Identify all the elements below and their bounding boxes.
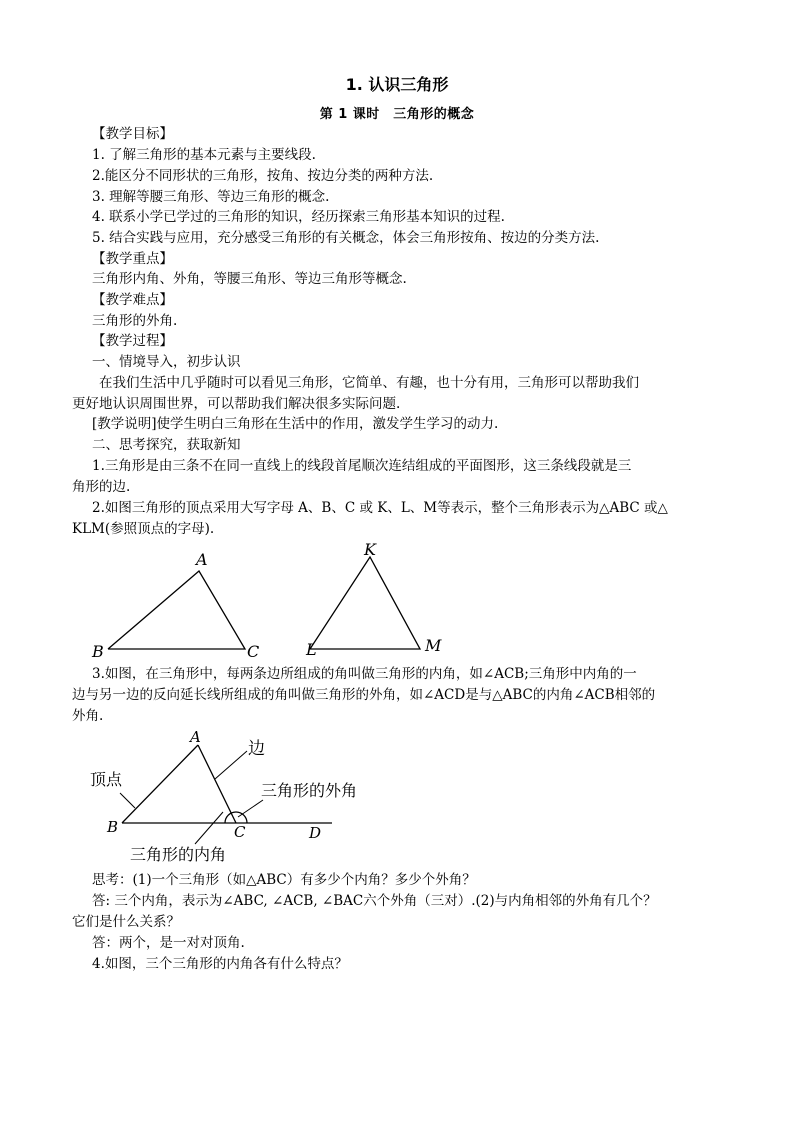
part1-title: 一、情境导入，初步认识 — [92, 354, 241, 370]
lesson-subtitle: 第 1 课时 三角形的概念 — [319, 107, 475, 122]
vertex-label: 顶点 — [90, 770, 123, 789]
interior-label-pointer — [195, 812, 223, 844]
point3-cont2: 外角. — [72, 708, 104, 724]
point3-cont: 边与另一边的反向延长线所组成的角叫做三角形的外角，如∠ACD是与△ABC的内角∠ACB相邻的 — [72, 687, 656, 703]
side-ab — [122, 745, 198, 823]
goal-item: 1. 了解三角形的基本元素与主要线段. — [92, 147, 316, 163]
point2-cont: KLM(参照顶点的字母). — [72, 521, 215, 537]
think-question: 思考：(1)一个三角形（如△ABC）有多少个内角？多少个外角？ — [92, 872, 476, 888]
goal-item: 3. 理解等腰三角形、等边三角形的概念. — [92, 189, 330, 205]
vertex-label-c: C — [247, 642, 260, 661]
angle-figure — [75, 728, 395, 868]
point1-cont: 角形的边. — [72, 479, 131, 495]
vertex-label-pointer — [120, 793, 135, 808]
key-text: 三角形内角、外角，等腰三角形、等边三角形等概念. — [92, 271, 407, 287]
point4: 4.如图，三个三角形的内角各有什么特点？ — [92, 956, 348, 972]
point2: 2.如图三角形的顶点采用大写字母 A、B、C 或 K、L、M等表示，整个三角形表示为△ABC 或△ — [92, 500, 668, 516]
difficulty-heading: 【教学难点】 — [92, 292, 173, 308]
goal-item: 2.能区分不同形状的三角形，按角、按边分类的两种方法. — [92, 168, 434, 184]
point-label-c: C — [234, 823, 246, 841]
side-label: 边 — [248, 739, 265, 759]
goal-item: 4. 联系小学已学过的三角形的知识，经历探索三角形基本知识的过程. — [92, 209, 505, 225]
answer2: 答：两个，是一对对顶角. — [92, 935, 245, 951]
part1-paragraph-cont: 更好地认识周围世界，可以帮助我们解决很多实际问题. — [72, 396, 401, 412]
page-title: 1. 认识三角形 — [345, 75, 449, 94]
teaching-note: [教学说明]使学生明白三角形在生活中的作用，激发学生学习的动力. — [92, 416, 499, 432]
part2-title: 二、思考探究，获取新知 — [92, 437, 241, 453]
side-label-pointer — [215, 751, 247, 779]
goal-item: 5. 结合实践与应用，充分感受三角形的有关概念，体会三角形按角、按边的分类方法. — [92, 230, 600, 246]
goals-heading: 【教学目标】 — [92, 126, 173, 142]
exterior-angle-label: 三角形的外角 — [261, 781, 358, 800]
vertex-label-k: K — [364, 540, 376, 559]
vertex-label-b: B — [92, 642, 104, 661]
vertex-label-l: L — [306, 640, 317, 659]
interior-angle-label: 三角形的内角 — [130, 845, 227, 864]
point-label-a: A — [190, 728, 201, 746]
point1: 1.三角形是由三条不在同一直线上的线段首尾顺次连结组成的平面图形，这三条线段就是三 — [92, 458, 632, 474]
point3: 3.如图，在三角形中，每两条边所组成的角叫做三角形的内角，如∠ACB;三角形中内角的一 — [92, 666, 637, 682]
difficulty-text: 三角形的外角. — [92, 313, 178, 329]
side-ac — [198, 745, 236, 823]
vertex-label-m: M — [425, 636, 442, 655]
answer1-cont: 它们是什么关系？ — [72, 914, 180, 930]
answer1: 答: 三个内角，表示为∠ABC, ∠ACB, ∠BAC六个外角（三对）.(2)与内角相邻的外角有几个？ — [92, 893, 657, 909]
vertex-label-a: A — [196, 550, 208, 569]
process-heading: 【教学过程】 — [92, 333, 173, 349]
triangles-figure — [80, 540, 460, 665]
triangle-abc — [108, 571, 245, 649]
point-label-b: B — [107, 818, 119, 836]
exterior-label-pointer — [238, 800, 263, 817]
point-label-d: D — [309, 824, 322, 842]
key-heading: 【教学重点】 — [92, 251, 173, 267]
triangle-klm — [310, 557, 420, 649]
part1-paragraph: 在我们生活中几乎随时可以看见三角形，它简单、有趣，也十分有用，三角形可以帮助我们 — [72, 375, 639, 391]
